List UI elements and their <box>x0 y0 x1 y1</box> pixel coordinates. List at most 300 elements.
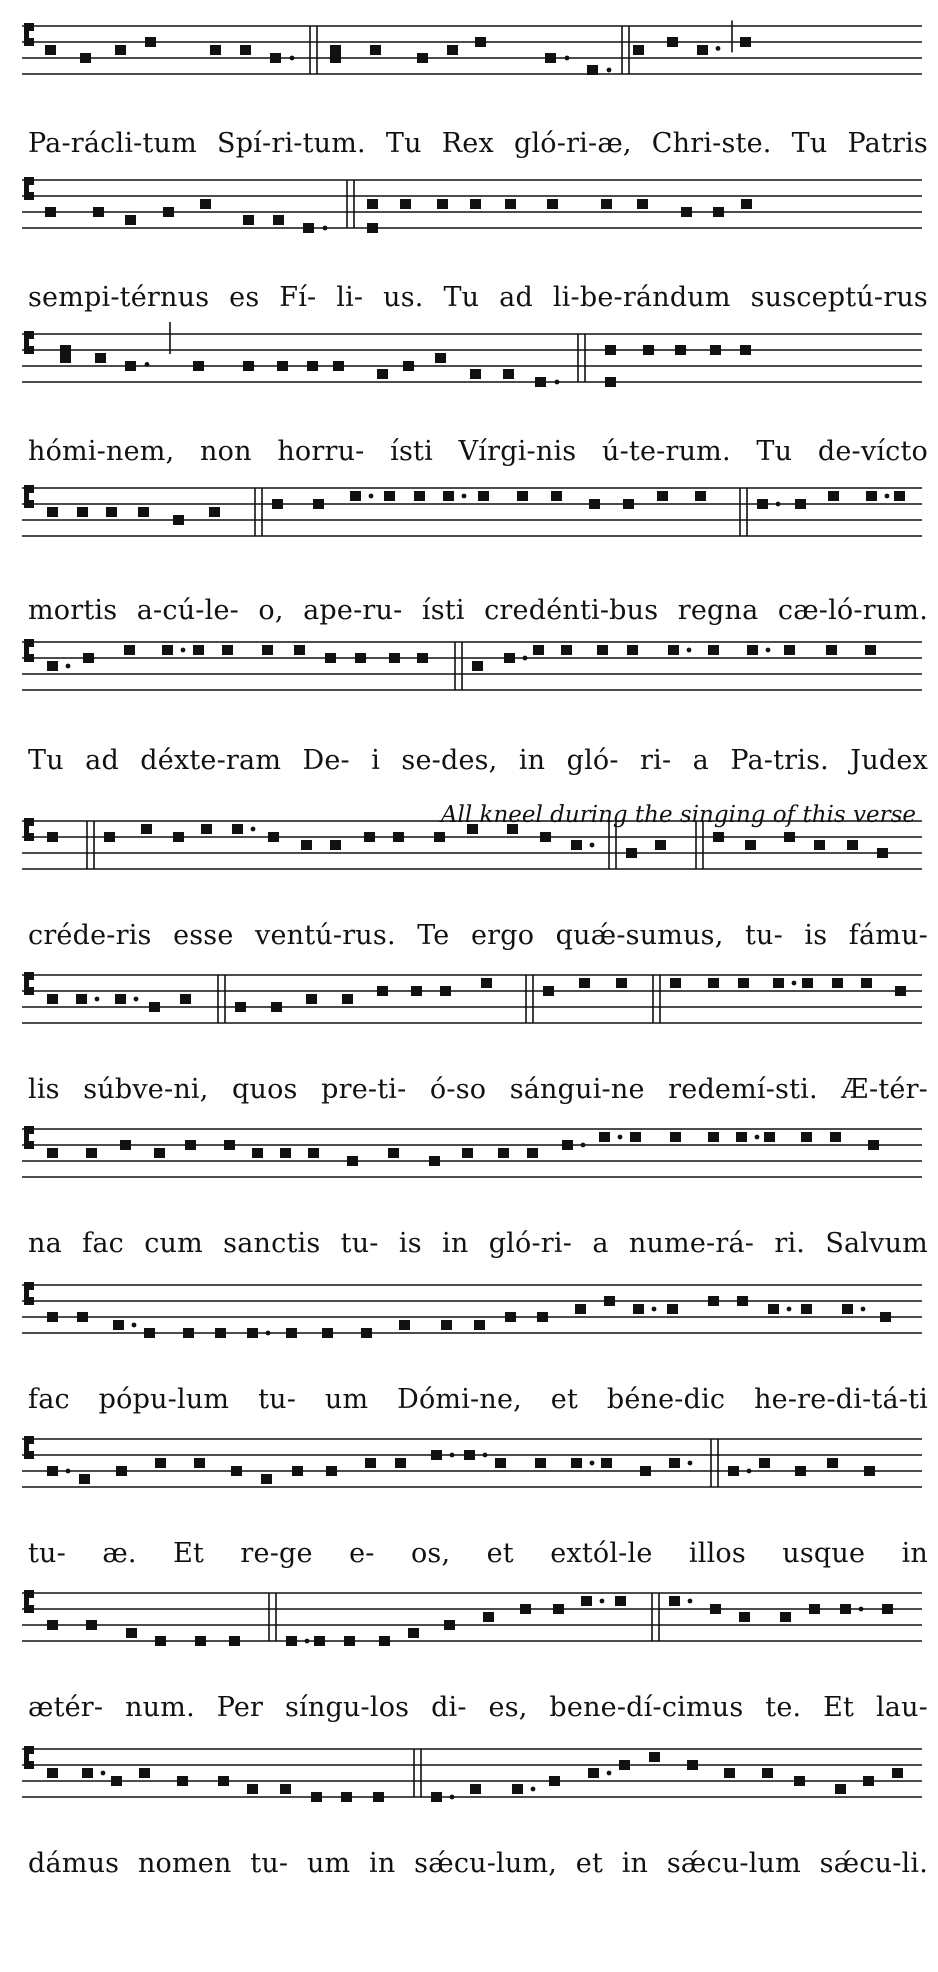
neume-punctum <box>80 53 91 63</box>
neume-punctum <box>111 1776 122 1786</box>
lyric-line-1: Pa-rácli-tum Spí-ri-tum. Tu Rex gló-ri-æ, Chri-ste. Tu Patris <box>28 128 928 159</box>
neume-punctum <box>708 1296 719 1306</box>
neume-punctum <box>125 215 136 225</box>
mora-dot <box>600 1599 605 1604</box>
mora-dot <box>555 380 560 385</box>
neume-punctum <box>669 1458 680 1468</box>
neume-punctum <box>801 1304 812 1314</box>
neume-punctum <box>47 1312 58 1322</box>
neume-punctum <box>47 1768 58 1778</box>
neume-punctum <box>537 1312 548 1322</box>
neume-punctum <box>597 645 608 655</box>
neume-punctum <box>657 491 668 501</box>
neume-punctum <box>549 1776 560 1786</box>
staff-8 <box>22 1126 922 1177</box>
neume-punctum <box>47 507 58 517</box>
neume-punctum <box>470 199 481 209</box>
neume-punctum <box>616 978 627 988</box>
neume-punctum <box>475 37 486 47</box>
mora-dot <box>688 1599 693 1604</box>
mora-dot <box>450 1453 455 1458</box>
mora-dot <box>747 1469 752 1474</box>
neume-punctum <box>273 215 284 225</box>
mora-dot <box>483 1453 488 1458</box>
neume-punctum <box>262 645 273 655</box>
staff-11 <box>22 1590 922 1646</box>
neume-punctum <box>222 645 233 655</box>
neume-punctum <box>444 1620 455 1630</box>
neume-punctum <box>520 1604 531 1614</box>
lyric-line-12: dámus nomen tu- um in sǽcu-lum, et in sǽcu-lum sǽcu-li. <box>28 1848 928 1879</box>
neume-punctum <box>768 1304 779 1314</box>
neume-punctum <box>866 491 877 501</box>
neume-punctum <box>540 832 551 842</box>
neume-punctum <box>243 215 254 225</box>
neume-punctum <box>757 499 768 509</box>
neume-punctum <box>741 199 752 209</box>
mora-dot <box>145 362 150 367</box>
mora-dot <box>776 502 781 507</box>
neume-punctum <box>713 832 724 842</box>
mora-dot <box>755 1135 760 1140</box>
neume-punctum <box>47 832 58 842</box>
neume-punctum <box>863 1776 874 1786</box>
neume-punctum <box>431 1450 442 1460</box>
neume-punctum <box>443 491 454 501</box>
neume-punctum <box>828 491 839 501</box>
neume-punctum <box>252 1148 263 1158</box>
mora-dot <box>251 827 256 832</box>
neume-punctum <box>762 1768 773 1778</box>
neume-punctum <box>47 1148 58 1158</box>
neume-punctum <box>601 1458 612 1468</box>
c-clef-icon <box>24 331 34 354</box>
neume-punctum <box>589 499 600 509</box>
neume-punctum <box>655 840 666 850</box>
neume-punctum <box>637 199 648 209</box>
neume-punctum <box>892 1768 903 1778</box>
neume-punctum <box>481 978 492 988</box>
neume-punctum <box>832 978 843 988</box>
neume-punctum <box>764 1132 775 1142</box>
c-clef-icon <box>24 818 34 841</box>
neume-punctum <box>640 1466 651 1476</box>
neume-punctum <box>643 345 654 355</box>
mora-dot <box>607 1771 612 1776</box>
neume-punctum <box>280 1148 291 1158</box>
neume-punctum <box>342 994 353 1004</box>
c-clef-icon <box>24 972 34 995</box>
lyric-line-6: créde-ris esse ventú-rus. Te ergo quǽ-sumus, tu- is fámu- <box>28 920 928 951</box>
staff-3 <box>22 322 922 387</box>
neume-punctum <box>45 45 56 55</box>
neume-punctum <box>587 65 598 75</box>
neume-punctum <box>124 645 135 655</box>
neume-punctum <box>364 832 375 842</box>
neume-punctum <box>388 1148 399 1158</box>
lyric-line-2: sempi-térnus es Fí- li- us. Tu ad li-be-rándum susceptú-rus <box>28 282 928 313</box>
neume-punctum <box>115 45 126 55</box>
neume-punctum <box>286 1636 297 1646</box>
neume-punctum <box>535 377 546 387</box>
neume-punctum <box>395 1458 406 1468</box>
neume-punctum <box>301 840 312 850</box>
neume-punctum <box>545 53 556 63</box>
neume-punctum <box>384 491 395 501</box>
neume-punctum <box>830 1132 841 1142</box>
neume-punctum <box>512 1784 523 1794</box>
neume-punctum <box>417 653 428 663</box>
neume-punctum <box>710 1604 721 1614</box>
neume-punctum <box>588 1768 599 1778</box>
neume-punctum <box>667 37 678 47</box>
lyric-line-4: mortis a-cú-le- o, ape-ru- ísti credénti-bus regna cæ-ló-rum. <box>28 595 928 626</box>
neume-punctum <box>601 199 612 209</box>
c-clef-icon <box>24 1282 34 1305</box>
neume-punctum <box>842 1304 853 1314</box>
neume-punctum <box>330 53 341 63</box>
neume-punctum <box>847 840 858 850</box>
neume-punctum <box>738 978 749 988</box>
neume-punctum <box>840 1604 851 1614</box>
mora-dot <box>861 1307 866 1312</box>
neume-punctum <box>79 1474 90 1484</box>
neume-punctum <box>877 848 888 858</box>
neume-punctum <box>681 207 692 217</box>
neume-punctum <box>308 1148 319 1158</box>
neume-punctum <box>306 994 317 1004</box>
neume-punctum <box>201 824 212 834</box>
neume-punctum <box>437 199 448 209</box>
neume-punctum <box>801 1132 812 1142</box>
neume-punctum <box>575 1304 586 1314</box>
mora-dot <box>766 648 771 653</box>
neume-punctum <box>194 1458 205 1468</box>
neume-punctum <box>740 37 751 47</box>
neume-punctum <box>82 1768 93 1778</box>
mora-dot <box>787 1307 792 1312</box>
neume-punctum <box>400 199 411 209</box>
lyric-line-8: na fac cum sanctis tu- is in gló-ri- a nume-rá- ri. Salvum <box>28 1228 928 1259</box>
neume-punctum <box>210 45 221 55</box>
mora-dot <box>462 494 467 499</box>
mora-dot <box>66 664 71 669</box>
mora-dot <box>450 1795 455 1800</box>
mora-dot <box>590 1461 595 1466</box>
neume-punctum <box>218 1776 229 1786</box>
neume-punctum <box>814 840 825 850</box>
neume-punctum <box>224 1140 235 1150</box>
c-clef-icon <box>24 485 34 508</box>
staff-5 <box>22 639 922 690</box>
mora-dot <box>581 1143 586 1148</box>
neume-punctum <box>247 1328 258 1338</box>
neume-punctum <box>708 1132 719 1142</box>
neume-punctum <box>154 1148 165 1158</box>
neume-punctum <box>687 1760 698 1770</box>
staff-9 <box>22 1282 922 1338</box>
mora-dot <box>885 494 890 499</box>
staff-2 <box>22 177 922 233</box>
mora-dot <box>266 1331 271 1336</box>
c-clef-icon <box>24 1436 34 1459</box>
neume-punctum <box>417 53 428 63</box>
neume-punctum <box>431 1792 442 1802</box>
neume-punctum <box>365 1458 376 1468</box>
neume-punctum <box>379 1636 390 1646</box>
neume-punctum <box>341 1792 352 1802</box>
staff-7 <box>22 972 922 1023</box>
neume-punctum <box>367 199 378 209</box>
c-clef-icon <box>24 177 34 200</box>
neume-punctum <box>728 1466 739 1476</box>
neume-punctum <box>144 1328 155 1338</box>
mora-dot <box>859 1607 864 1612</box>
c-clef-icon <box>24 639 34 662</box>
neume-punctum <box>209 507 220 517</box>
neume-punctum <box>462 1148 473 1158</box>
neume-punctum <box>126 1628 137 1638</box>
neume-punctum <box>325 653 336 663</box>
neume-punctum <box>737 1296 748 1306</box>
staff-4 <box>22 485 922 536</box>
neume-punctum <box>669 1596 680 1606</box>
neume-punctum <box>399 1320 410 1330</box>
mora-dot <box>523 656 528 661</box>
neume-punctum <box>503 369 514 379</box>
neume-punctum <box>773 978 784 988</box>
staff-1 <box>22 20 922 75</box>
neume-punctum <box>827 1458 838 1468</box>
neume-punctum <box>739 1612 750 1622</box>
neume-punctum <box>474 1320 485 1330</box>
lyric-line-7: lis súbve-ni, quos pre-ti- ó-so sángui-ne redemí-sti. Æ-tér- <box>28 1074 928 1105</box>
neume-punctum <box>229 1636 240 1646</box>
neume-punctum <box>120 1140 131 1150</box>
neume-punctum <box>240 45 251 55</box>
neume-punctum <box>113 1320 124 1330</box>
neume-punctum <box>470 369 481 379</box>
neume-punctum <box>183 1328 194 1338</box>
neume-punctum <box>809 1604 820 1614</box>
neume-punctum <box>86 1148 97 1158</box>
neume-punctum <box>736 1132 747 1142</box>
neume-punctum <box>472 661 483 671</box>
neume-punctum <box>835 1784 846 1794</box>
neume-punctum <box>826 645 837 655</box>
neume-punctum <box>138 507 149 517</box>
neume-punctum <box>561 645 572 655</box>
neume-punctum <box>403 361 414 371</box>
staff-12 <box>22 1746 922 1802</box>
neume-punctum <box>195 1636 206 1646</box>
lyric-line-9: fac pópu-lum tu- um Dómi-ne, et béne-dic he-re-di-tá-ti <box>28 1384 928 1415</box>
neume-punctum <box>880 1312 891 1322</box>
neume-punctum <box>633 45 644 55</box>
neume-punctum <box>116 1466 127 1476</box>
neume-punctum <box>173 832 184 842</box>
neume-punctum <box>747 645 758 655</box>
neume-punctum <box>615 1596 626 1606</box>
neume-punctum <box>330 840 341 850</box>
neume-punctum <box>894 491 905 501</box>
neume-punctum <box>505 1312 516 1322</box>
neume-punctum <box>200 199 211 209</box>
neume-punctum <box>95 353 106 363</box>
neume-punctum <box>326 1466 337 1476</box>
neume-punctum <box>668 645 679 655</box>
neume-punctum <box>553 1604 564 1614</box>
neume-punctum <box>173 515 184 525</box>
neume-punctum <box>367 223 378 233</box>
neume-punctum <box>649 1752 660 1762</box>
neume-punctum <box>633 1304 644 1314</box>
mora-dot <box>531 1787 536 1792</box>
lyric-line-10: tu- æ. Et re-ge e- os, et extól-le illos usque in <box>28 1538 928 1569</box>
neume-punctum <box>724 1768 735 1778</box>
neume-punctum <box>619 1760 630 1770</box>
neume-punctum <box>294 645 305 655</box>
neume-punctum <box>104 832 115 842</box>
mora-dot <box>305 1639 310 1644</box>
neume-punctum <box>139 1768 150 1778</box>
neume-punctum <box>802 978 813 988</box>
neume-punctum <box>626 848 637 858</box>
neume-punctum <box>277 361 288 371</box>
neume-punctum <box>630 1132 641 1142</box>
neume-punctum <box>470 1784 481 1794</box>
neume-punctum <box>155 1636 166 1646</box>
neume-punctum <box>280 1784 291 1794</box>
mora-dot <box>688 1461 693 1466</box>
neume-punctum <box>464 1450 475 1460</box>
neume-punctum <box>292 1466 303 1476</box>
mora-dot <box>687 648 692 653</box>
neume-punctum <box>865 645 876 655</box>
neume-punctum <box>373 1792 384 1802</box>
neume-punctum <box>784 645 795 655</box>
mora-dot <box>323 226 328 231</box>
staff-10 <box>22 1436 922 1487</box>
neume-punctum <box>370 45 381 55</box>
neume-punctum <box>83 653 94 663</box>
neume-punctum <box>411 986 422 996</box>
neume-punctum <box>447 45 458 55</box>
neume-punctum <box>670 978 681 988</box>
neume-punctum <box>115 994 126 1004</box>
rubric-kneel: All kneel during the singing of this verse <box>440 802 916 828</box>
neume-punctum <box>235 1002 246 1012</box>
mora-dot <box>792 981 797 986</box>
neume-punctum <box>882 1604 893 1614</box>
neume-punctum <box>177 1776 188 1786</box>
neume-punctum <box>675 345 686 355</box>
neume-punctum <box>579 978 590 988</box>
neume-punctum <box>495 1458 506 1468</box>
neume-punctum <box>247 1784 258 1794</box>
neume-punctum <box>389 653 400 663</box>
neume-punctum <box>895 986 906 996</box>
mora-dot <box>607 68 612 73</box>
neume-punctum <box>581 1596 592 1606</box>
neume-punctum <box>193 645 204 655</box>
neume-punctum <box>47 994 58 1004</box>
neume-punctum <box>483 1612 494 1622</box>
neume-punctum <box>268 832 279 842</box>
neume-punctum <box>333 361 344 371</box>
neume-punctum <box>599 1132 610 1142</box>
neume-punctum <box>180 994 191 1004</box>
neume-punctum <box>478 491 489 501</box>
mora-dot <box>652 1307 657 1312</box>
neume-punctum <box>163 207 174 217</box>
neume-punctum <box>47 1466 58 1476</box>
neume-punctum <box>759 1458 770 1468</box>
mora-dot <box>101 1771 106 1776</box>
neume-punctum <box>141 824 152 834</box>
neume-punctum <box>261 1474 272 1484</box>
neume-punctum <box>605 345 616 355</box>
neume-punctum <box>504 653 515 663</box>
mora-dot <box>618 1135 623 1140</box>
neume-punctum <box>604 1296 615 1306</box>
neume-punctum <box>780 1612 791 1622</box>
neume-punctum <box>377 369 388 379</box>
neume-punctum <box>77 507 88 517</box>
neume-punctum <box>623 499 634 509</box>
neume-punctum <box>868 1140 879 1150</box>
neume-punctum <box>286 1328 297 1338</box>
c-clef-icon <box>24 1590 34 1613</box>
neume-punctum <box>93 207 104 217</box>
neume-punctum <box>667 1304 678 1314</box>
mora-dot <box>132 1323 137 1328</box>
neume-punctum <box>45 207 56 217</box>
neume-punctum <box>708 645 719 655</box>
neume-punctum <box>627 645 638 655</box>
c-clef-icon <box>24 1126 34 1149</box>
lyric-line-11: ætér- num. Per síngu-los di- es, bene-dí-cimus te. Et lau- <box>28 1692 928 1723</box>
neume-punctum <box>517 491 528 501</box>
neume-punctum <box>307 361 318 371</box>
neume-punctum <box>303 223 314 233</box>
neume-punctum <box>498 1148 509 1158</box>
mora-dot <box>590 843 595 848</box>
neume-punctum <box>861 978 872 988</box>
neume-punctum <box>215 1328 226 1338</box>
neume-punctum <box>745 840 756 850</box>
neume-punctum <box>547 199 558 209</box>
neume-punctum <box>314 1636 325 1646</box>
neume-punctum <box>697 45 708 55</box>
neume-punctum <box>670 1132 681 1142</box>
neume-punctum <box>155 1458 166 1468</box>
neume-punctum <box>429 1156 440 1166</box>
mora-dot <box>565 56 570 61</box>
neume-punctum <box>533 645 544 655</box>
neume-punctum <box>795 499 806 509</box>
neume-punctum <box>505 199 516 209</box>
neume-punctum <box>543 986 554 996</box>
neume-punctum <box>77 1312 88 1322</box>
neume-punctum <box>344 1636 355 1646</box>
mora-dot <box>181 648 186 653</box>
neume-punctum <box>232 824 243 834</box>
neume-punctum <box>347 1156 358 1166</box>
mora-dot <box>369 494 374 499</box>
mora-dot <box>66 1469 71 1474</box>
neume-punctum <box>864 1466 875 1476</box>
